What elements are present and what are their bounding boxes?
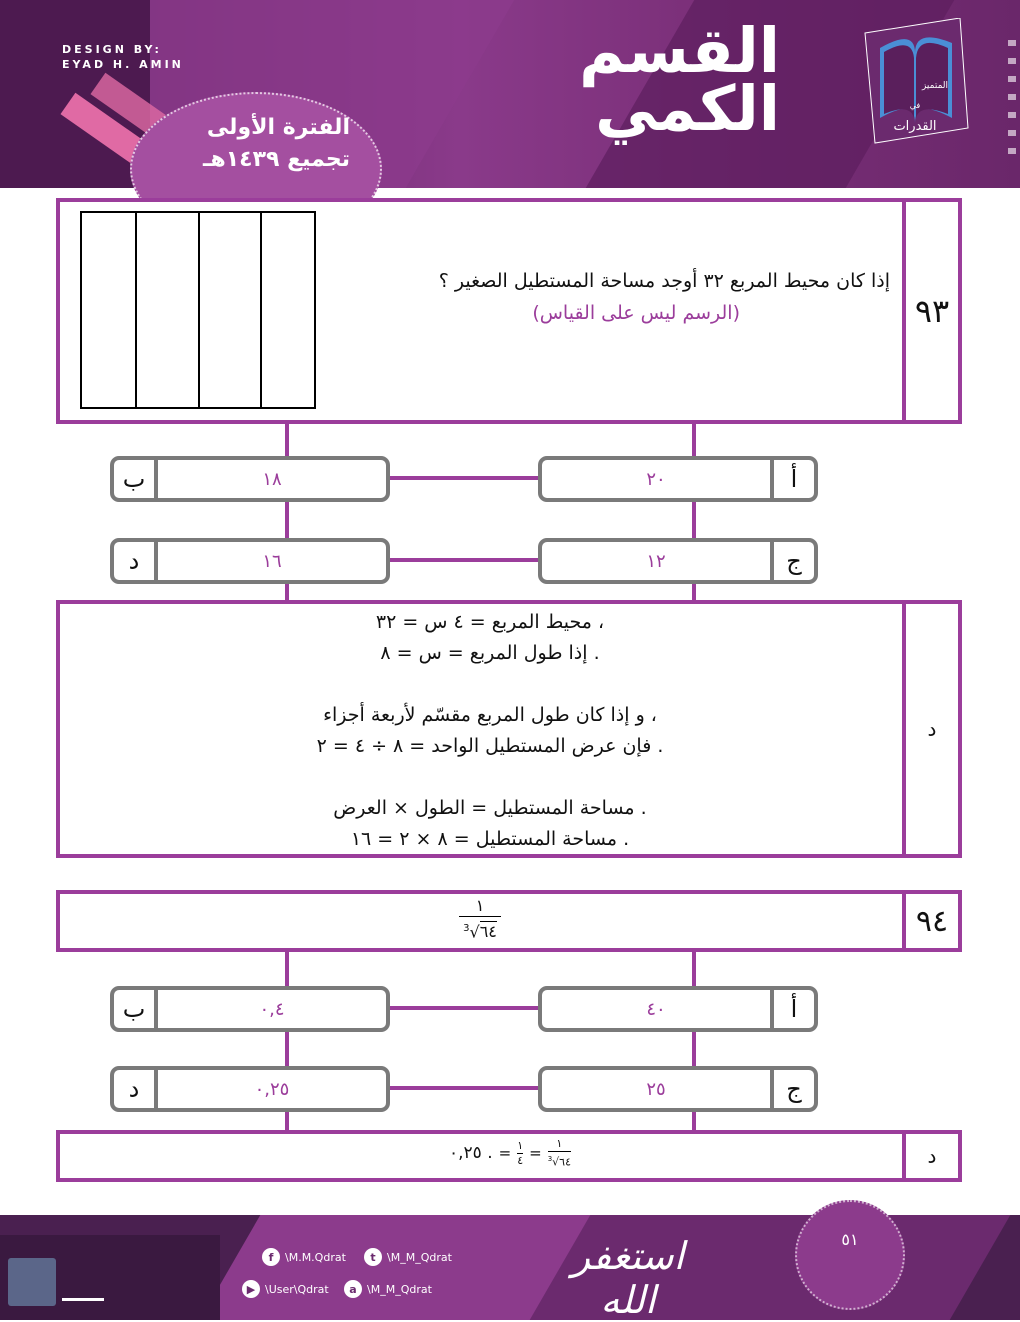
design-credit: DESIGN BY: EYAD H. AMIN (62, 43, 184, 71)
facebook-icon: f (262, 1248, 280, 1266)
question-number: ٩٣ (902, 202, 958, 420)
option-b[interactable]: ب ٠,٤ (110, 986, 390, 1032)
youtube-link[interactable]: ▶ \User\Qdrat (242, 1280, 329, 1298)
option-b[interactable]: ب ١٨ (110, 456, 390, 502)
facebook-link[interactable]: f \M.M.Qdrat (262, 1248, 346, 1266)
svg-text:المتميز: المتميز (921, 81, 949, 91)
option-c[interactable]: ٢٥ ج (538, 1066, 818, 1112)
figure-square-divided (80, 211, 316, 409)
question-number: ٩٤ (902, 894, 958, 948)
design-underline (62, 1298, 104, 1301)
question-text: إذا كان محيط المربع ٣٢ أوجد مساحة المستطيل الصغير ؟ (438, 270, 890, 292)
svg-text:القدرات: القدرات (893, 119, 937, 134)
option-d[interactable]: د ١٦ (110, 538, 390, 584)
question-expression: ١ $^3$√٦٤ (440, 896, 520, 944)
designer-signature-icon (8, 1258, 56, 1306)
option-a[interactable]: ٤٠ أ (538, 986, 818, 1032)
ask-link[interactable]: a \M_M_Qdrat (344, 1280, 432, 1298)
calligraphy-text: استغفر الله (571, 1234, 685, 1322)
page-number: ٥١ (841, 1230, 859, 1249)
svg-text:في: في (909, 101, 921, 110)
twitter-link[interactable]: t \M_M_Qdrat (364, 1248, 452, 1266)
twitter-icon: t (364, 1248, 382, 1266)
option-c[interactable]: ١٢ ج (538, 538, 818, 584)
solution-93-box (56, 600, 962, 858)
question-93-box (56, 198, 962, 424)
period-label: الفترة الأولى تجميع ١٤٣٩هـ (202, 115, 350, 172)
solution-text: محيط المربع = ٤ س = ٣٢ ، إذا طول المربع = س = ٨ . و إذا كان طول المربع مقسّم لأربعة أجزاء ، فإن عرض المستطيل الواحد = ٨ ÷ ٤ = ٢ . مساحة المستطيل = الطول × العرض . مساحة المستطيل = ٨ × ٢ = ١٦ . (316, 611, 664, 850)
scale-note: (الرسم ليس على القياس) (532, 302, 740, 324)
answer-letter: د (902, 604, 958, 854)
option-a[interactable]: ٢٠ أ (538, 456, 818, 502)
solution-text: ٠,٢٥ . = ١ ٤ = ١ $^3$√٦٤ (449, 1137, 571, 1169)
page-number-badge (795, 1200, 905, 1310)
youtube-icon: ▶ (242, 1280, 260, 1298)
book-logo-icon (860, 18, 970, 148)
answer-letter: د (902, 1134, 958, 1178)
option-d[interactable]: د ٠,٢٥ (110, 1066, 390, 1112)
section-title: القسم الكمي (579, 14, 780, 145)
question-94-box (56, 890, 962, 952)
solution-94-box (56, 1130, 962, 1182)
ask-icon: a (344, 1280, 362, 1298)
